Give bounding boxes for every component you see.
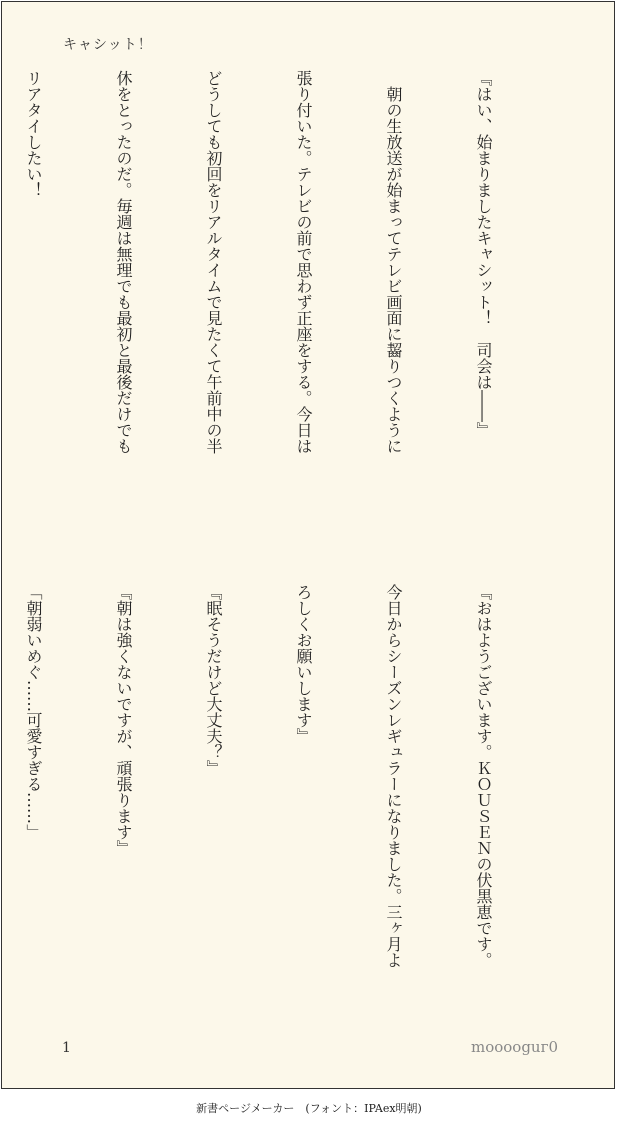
- text-column: 『眠そうだけど大丈夫？』: [204, 584, 223, 776]
- page-header-title: キャシット！: [63, 37, 153, 53]
- text-column: 休をとったのだ。毎週は無理でも最初と最後だけでも: [114, 70, 133, 454]
- page-number: 1: [62, 1040, 71, 1056]
- footer-credit: 新書ページメーカー (フォント：IPAex明朝): [196, 1102, 422, 1115]
- text-column: 『おはようございます。ＫＯＵＳＥＮの伏黒恵です。: [474, 584, 493, 968]
- top-text-block: [24, 70, 558, 540]
- text-column: ろしくお願いします』: [294, 584, 313, 744]
- text-column: リアタイしたい！: [24, 70, 43, 198]
- text-column: 今日からシーズンレギュラーになりました。三ヶ月よ: [384, 584, 403, 968]
- novel-page: [1, 1, 615, 1089]
- text-column: どうしても初回をリアルタイムで見たくて午前中の半: [204, 70, 223, 454]
- text-column: 張り付いた。テレビの前で思わず正座をする。今日は: [294, 70, 313, 454]
- text-column: 『はい、始まりましたキャシット！ 司会は――』: [474, 70, 493, 438]
- text-column: 「朝弱いめぐ……可愛すぎる……」: [24, 584, 43, 840]
- author-name: mooooguг0: [470, 1038, 558, 1056]
- bottom-text-block: [24, 584, 558, 968]
- text-column: 朝の生放送が始まってテレビ画面に齧りつくように: [384, 70, 403, 454]
- text-column: 『朝は強くないですが、頑張ります』: [114, 584, 133, 856]
